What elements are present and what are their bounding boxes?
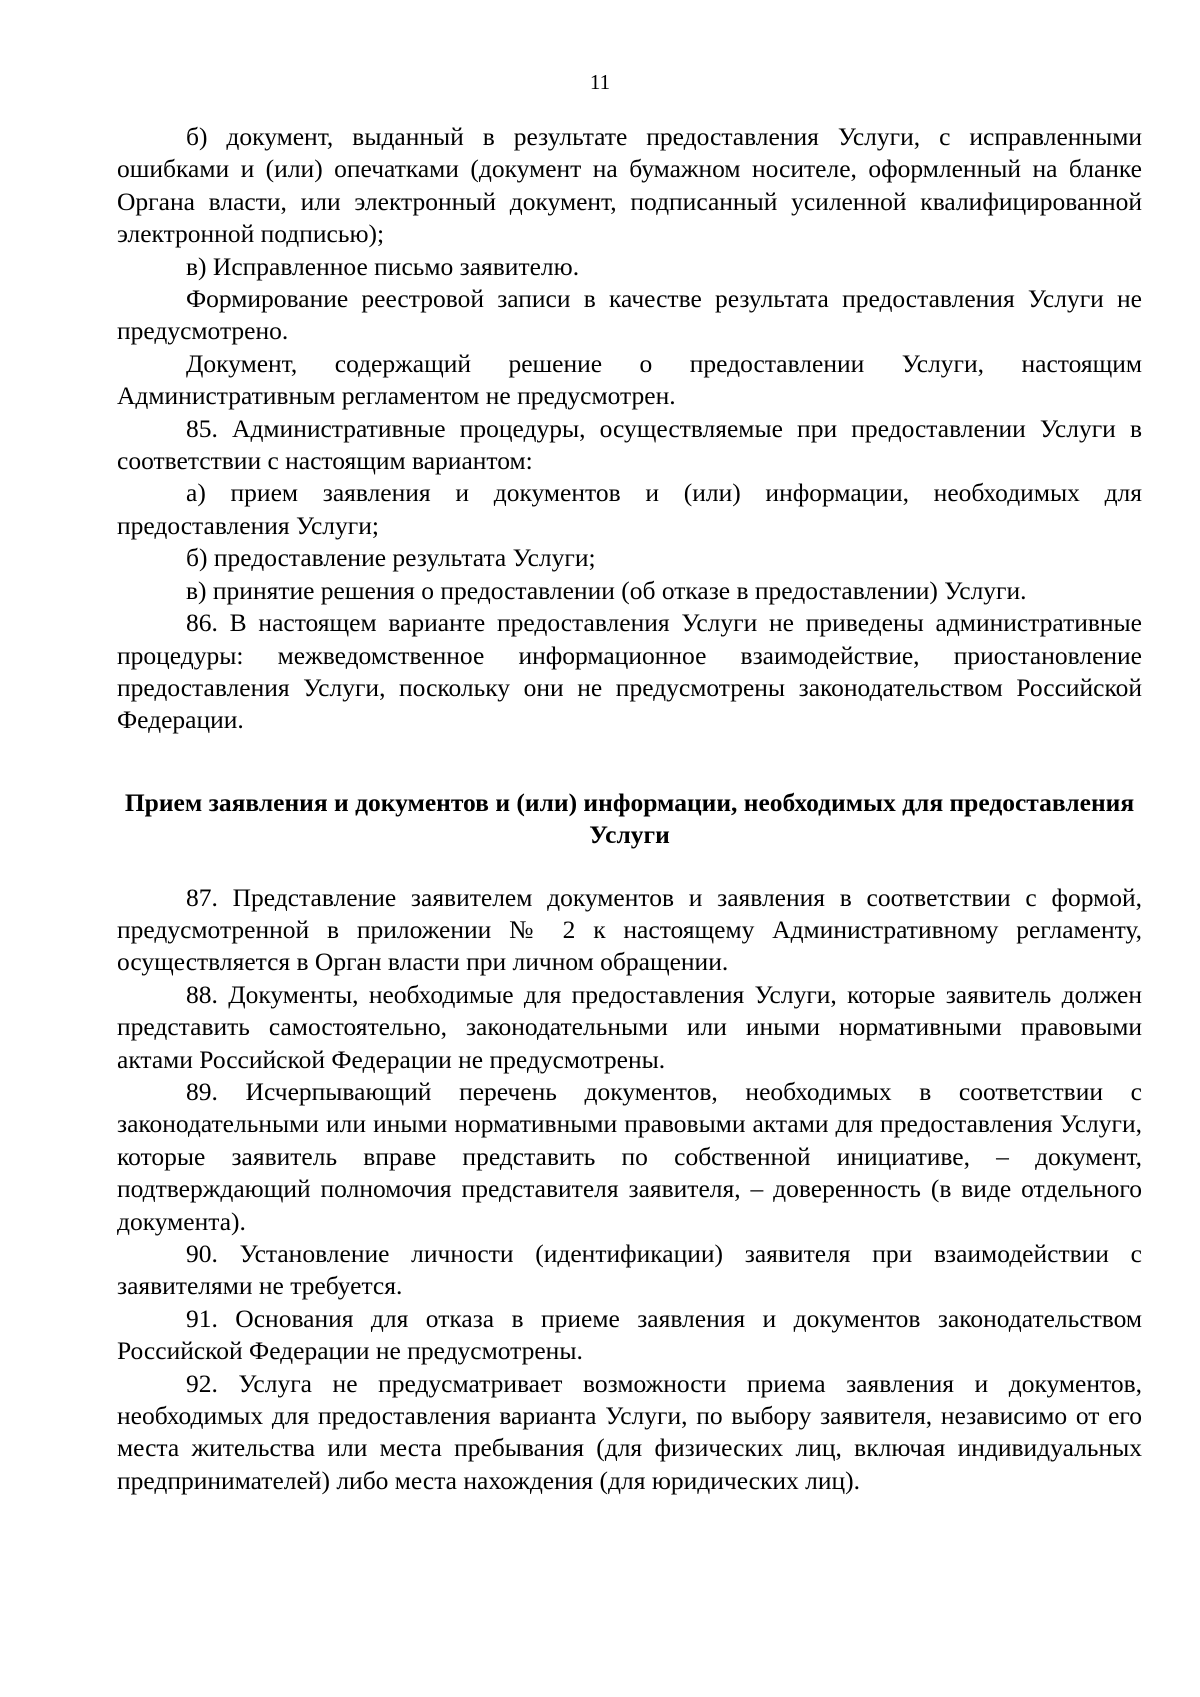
section-heading: Прием заявления и документов и (или) информации, необходимых для предоставления Услуги	[124, 787, 1135, 850]
paragraph-87: 87. Представление заявителем документов и заявления в соответствии с формой, предусмотренной в приложении № 2 к настоящему Административному регламенту, осуществляется в Орган власти при личном обращении.	[117, 882, 1142, 977]
document-body	[117, 121, 1142, 1497]
paragraph-registry-record: Формирование реестровой записи в качестве результата предоставления Услуги не предусмотрено.	[117, 284, 1142, 346]
paragraph-85: 85. Административные процедуры, осуществляемые при предоставлении Услуги в соответствии с настоящим вариантом:	[117, 413, 1142, 476]
paragraph-b-corrected-document: б) документ, выданный в результате предоставления Услуги, с исправленными ошибками и (или) опечатками (документ на бумажном носителе, оформленный на бланке Органа власти, или электронный документ, подписанный усиленной квалифицированной электронной подписью);	[117, 122, 1142, 249]
paragraph-85-a: а) прием заявления и документов и (или) информации, необходимых для предоставления Услуги;	[117, 478, 1142, 540]
paragraph-decision-document: Документ, содержащий решение о предоставлении Услуги, настоящим Административным регламентом не предусмотрен.	[117, 348, 1142, 411]
paragraph-90: 90. Установление личности (идентификации) заявителя при взаимодействии с заявителями не требуется.	[117, 1239, 1142, 1301]
paragraph-85-v: в) принятие решения о предоставлении (об отказе в предоставлении) Услуги.	[186, 575, 1027, 605]
paragraph-89: 89. Исчерпывающий перечень документов, необходимых в соответствии с законодательными или иными нормативными правовыми актами для предоставления Услуги, которые заявитель вправе представить по собственной инициативе, – документ, подтверждающий полномочия представителя заявителя, – доверенность (в виде отдельного документа).	[117, 1076, 1142, 1236]
paragraph-92: 92. Услуга не предусматривает возможности приема заявления и документов, необходимых для предоставления варианта Услуги, по выбору заявителя, независимо от его места жительства или места пребывания (для физических лиц, включая индивидуальных предпринимателей) либо места нахождения (для юридических лиц).	[117, 1368, 1142, 1495]
page-number: 11	[589, 70, 611, 94]
paragraph-86: 86. В настоящем варианте предоставления Услуги не приведены административные процедуры: межведомственное информационное взаимодействие, приостановление предоставления Услуги, поскольку они не предусмотрены законодательством Российской Федерации.	[117, 608, 1142, 735]
paragraph-91: 91. Основания для отказа в приеме заявления и документов законодательством Российской Федерации не предусмотрены.	[117, 1303, 1142, 1366]
paragraph-v-corrected-letter: в) Исправленное письмо заявителю.	[186, 251, 580, 281]
paragraph-85-b: б) предоставление результата Услуги;	[186, 543, 596, 573]
paragraph-88: 88. Документы, необходимые для предоставления Услуги, которые заявитель должен представить самостоятельно, законодательными или иными нормативными правовыми актами Российской Федерации не предусмотрены.	[117, 979, 1142, 1074]
